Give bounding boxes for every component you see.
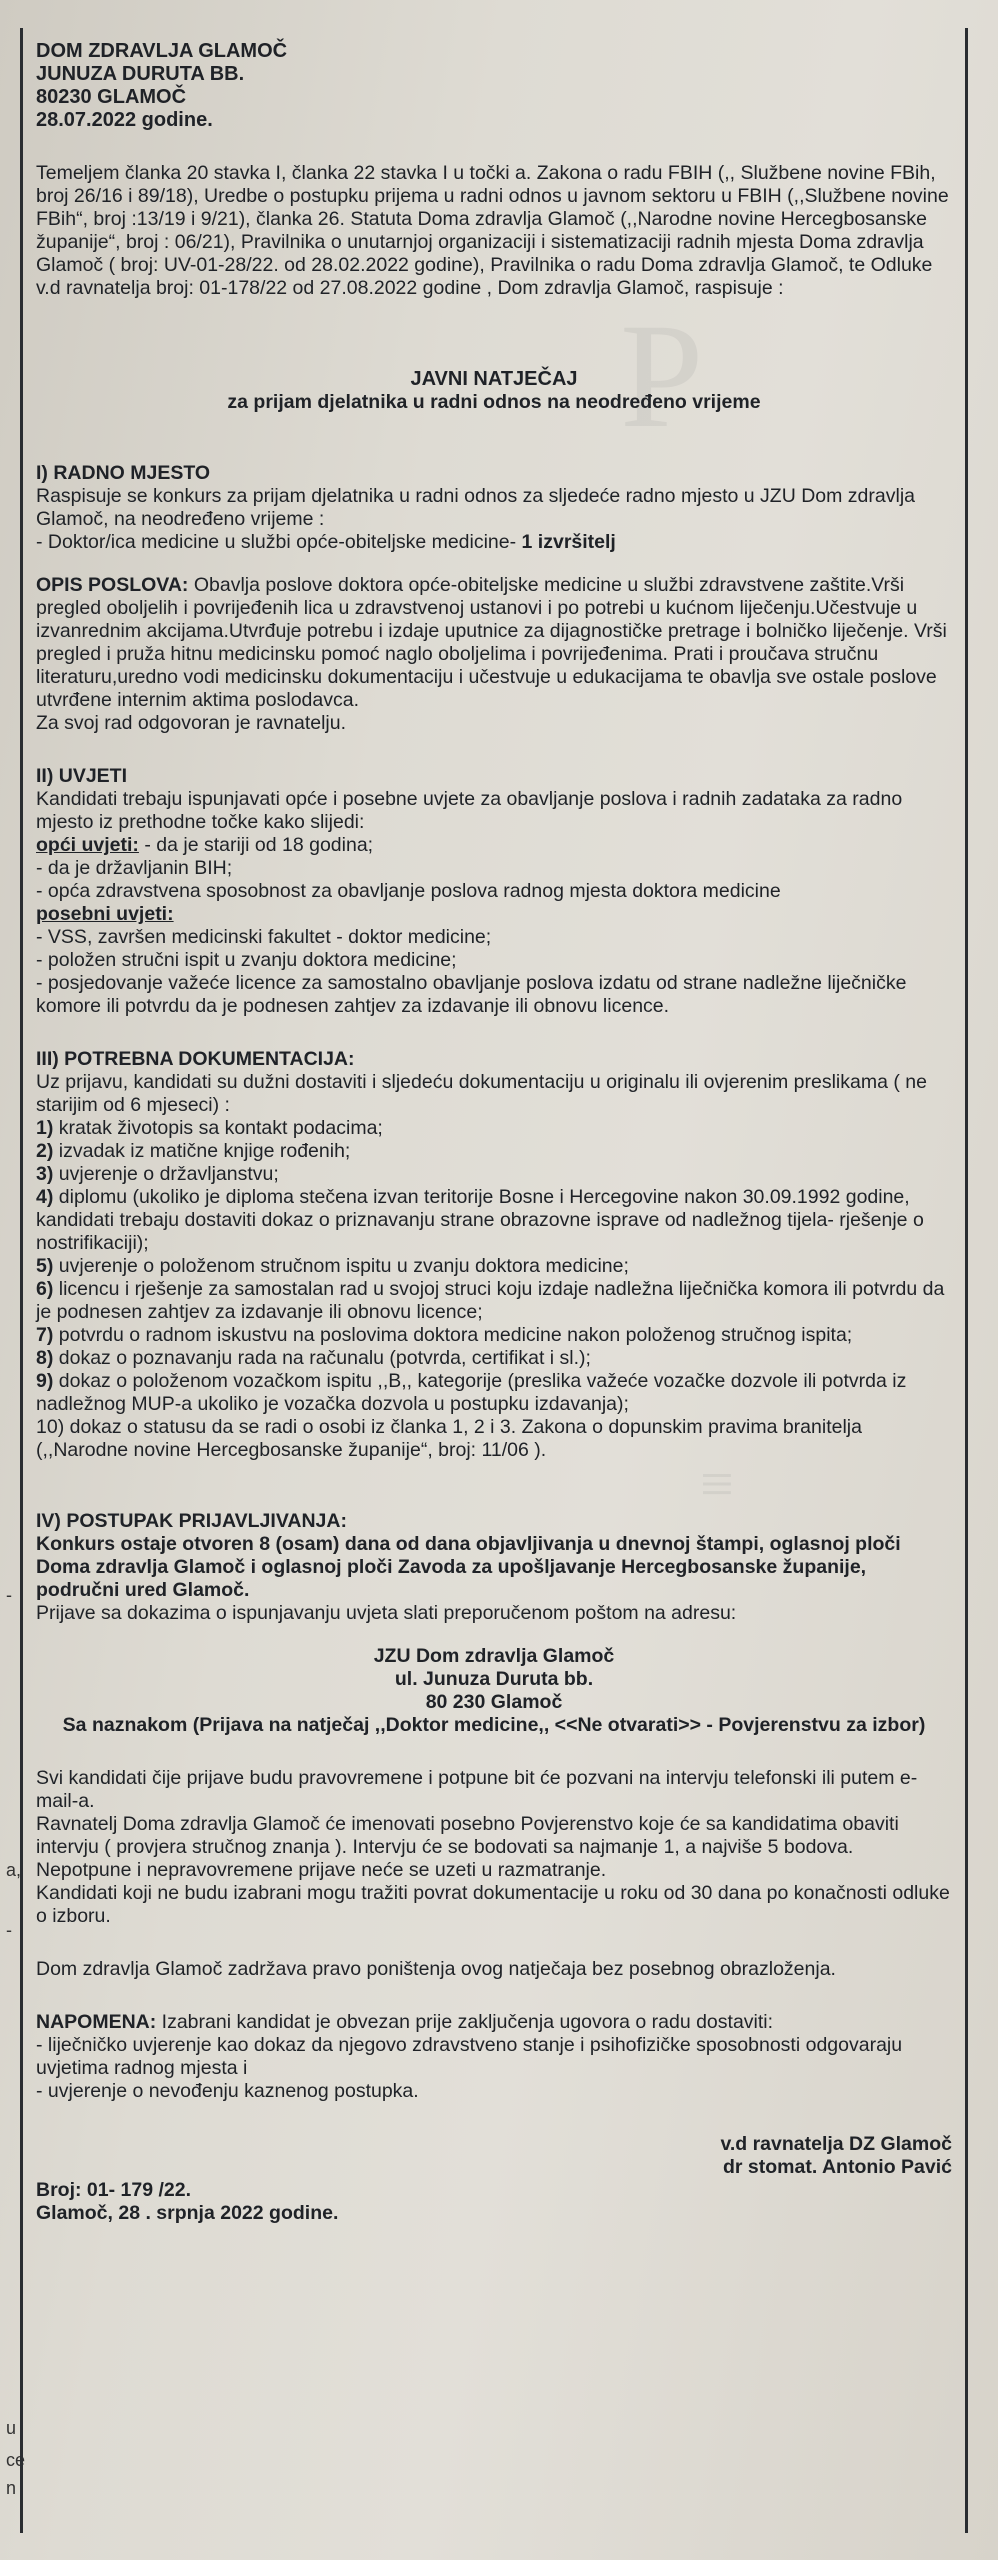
section-text: Kandidati trebaju ispunjavati opće i posebne uvjete za obavljanje poslova i radnih zadataka za radno mjesto iz prethodne točke kako slijedi: [36, 788, 903, 833]
section-heading: II) UVJETI [36, 765, 128, 787]
header-line: JUNUZA DURUTA BB. [36, 63, 245, 85]
duties-text: Obavlja poslove doktora opće-obiteljske medicine u službi zdravstvene zaštite.Vrši pregled oboljelih i povrijeđenih lica u zdravstvenoj ustanovi i po potrebi u kućnom liječenju.Učestvuje u izvanrednim akcijama.Utvrđuje potrebu i izdaje uputnice za dijagnostičke pretrage i bolničko liječenje. Vrši pregled i pruža hitnu medicinsku pomoć naglo oboljelima i povrijeđenima. Prati i proučava stručnu literaturu,uredno vodi medicinsku dokumentaciju i učestvuje u edukacijama te obavlja sve ostale poslove utvrđene internim aktima poslodavca. [36, 574, 947, 711]
note-list [36, 2034, 952, 2103]
section-text: Raspisuje se konkurs za prijam djelatnika u radni odnos za sljedeće radno mjesto u JZU Dom zdravlja Glamoč, na neodređeno vrijeme : [36, 485, 915, 530]
list-item: - uvjerenje o nevođenju kaznenog postupka. [36, 2080, 952, 2103]
address-line: JZU Dom zdravlja Glamoč [373, 1645, 615, 1667]
section-heading: IV) POSTUPAK PRIJAVLJIVANJA: [36, 1510, 347, 1532]
reference-number: Broj: 01- 179 /22. [36, 2179, 191, 2201]
institution-header [36, 40, 952, 132]
list-item: 8) dokaz o poznavanju rada na računalu (potvrda, certifikat i sl.); [36, 1347, 591, 1369]
list-item: 1) kratak životopis sa kontakt podacima; [36, 1117, 383, 1139]
list-item: 10) dokaz o statusu da se radi o osobi iz članka 1, 2 i 3. Zakona o dopunskim pravima branitelja (,,Narodne novine Hercegbosanske županije“, broj: 11/06 ). [36, 1416, 862, 1461]
margin-fragment: u [6, 2418, 17, 2438]
title-line: JAVNI NATJEČAJ [410, 368, 578, 390]
mailing-address [36, 1645, 952, 1714]
list-item: 6) licencu i rješenje za samostalan rad u svojoj struci koju izdaje nadležna liječnička komora ili potvrdu da je podnesen zahtjev za izdavanje ili obnovu licence; [36, 1278, 945, 1323]
responsibility-text: Za svoj rad odgovoran je ravnatelju. [36, 712, 347, 734]
documents-list [36, 1117, 952, 1462]
list-item: 3) uvjerenje o državljanstvu; [36, 1163, 279, 1185]
deadline-text: Konkurs ostaje otvoren 8 (osam) dana od dana objavljivanja u dnevnoj štampi, oglasnoj ploči Doma zdravlja Glamoč i oglasnoj ploči Zavoda za upošljavanje Hercegbosanske županije, područni ured Glamoč. [36, 1533, 901, 1601]
document-footer [36, 2179, 952, 2225]
margin-fragment: - [6, 1920, 12, 1940]
envelope-marking: Sa naznakom (Prijava na natječaj ,,Doktor medicine,, <<Ne otvarati>> - Povjerenstvu za izbor) [62, 1714, 926, 1736]
position-count: 1 izvršitelj [521, 531, 616, 553]
duties-paragraph [36, 574, 952, 712]
section-text: Uz prijavu, kandidati su dužni dostaviti i sljedeću dokumentaciju u originalu ili ovjerenim preslikama ( ne starijim od 6 mjeseci) : [36, 1071, 927, 1116]
legal-intro: Temeljem članka 20 stavka I, članka 22 stavka I u točki a. Zakona o radu FBIH (,, Službene novine FBih, broj 26/16 i 89/18), Uredbe o postupku prijema u radni odnos u javnom sektoru u FBIH (,,Službene novine FBih“, broj :13/19 i 9/21), članka 26. Statuta Doma zdravlja Glamoč (,,Narodne novine Hercegbosanske županije“, broj : 06/21), Pravilnika o unutarnjoj organizaciji i sistematizaciji radnih mjesta Doma zdravlja Glamoč ( broj: UV-01-28/22. od 28.02.2022 godine), Pravilnika o radu Doma zdravlja Glamoč, te Odluke v.d ravnatelja broj: 01-178/22 od 27.08.2022 godine , Dom zdravlja Glamoč, raspisuje : [36, 162, 949, 299]
job-advertisement [36, 40, 952, 2225]
place-date: Glamoč, 28 . srpnja 2022 godine. [36, 2202, 339, 2224]
note-text: Izabrani kandidat je obvezan prije zaključenja ugovora o radu dostaviti: [156, 2011, 774, 2033]
duties-label: OPIS POSLOVA: [36, 574, 189, 596]
list-item: 2) izvadak iz matične knjige rođenih; [36, 1140, 351, 1162]
signature-name: dr stomat. Antonio Pavić [723, 2156, 952, 2178]
special-label: posebni uvjeti: [36, 903, 174, 925]
header-line: 28.07.2022 godine. [36, 109, 213, 131]
background-bleed: ≡ [700, 1451, 734, 1517]
incomplete-text: Nepotpune i nepravovremene prijave neće se uzeti u razmatranje. [36, 1859, 607, 1881]
address-line: 80 230 Glamoč [425, 1691, 563, 1713]
address-line: ul. Junuza Duruta bb. [394, 1668, 594, 1690]
list-item: - posjedovanje važeće licence za samostalno obavljanje poslova izdatu od strane nadležne liječničke komore ili potvrdu da je podnesen zahtjev za izdavanje ili obnovu licence. [36, 972, 952, 1018]
return-text: Kandidati koji ne budu izabrani mogu tražiti povrat dokumentacije u roku od 30 dana po konačnosti odluke o izboru. [36, 1882, 950, 1927]
note-label: NAPOMENA: [36, 2011, 157, 2033]
general-first: - da je stariji od 18 godina; [138, 834, 374, 856]
header-line: 80230 GLAMOČ [36, 86, 187, 108]
list-item: 9) dokaz o položenom vozačkom ispitu ,,B,, kategorije (preslika važeće vozačke dozvole ili potvrda iz nadležnog MUP-a ukoliko je vozačka dozvola u postupku izdavanja); [36, 1370, 907, 1415]
signature-title: v.d ravnatelja DZ Glamoč [720, 2133, 952, 2155]
section-heading: I) RADNO MJESTO [36, 462, 211, 484]
margin-fragment: - [6, 1585, 12, 1605]
header-line: DOM ZDRAVLJA GLAMOČ [36, 40, 288, 62]
margin-fragment: n [6, 2478, 17, 2498]
list-item: - da je državljanin BIH; [36, 857, 952, 880]
cancellation-text: Dom zdravlja Glamoč zadržava pravo poništenja ovog natječaja bez posebnog obrazloženja. [36, 1958, 836, 1980]
list-item: 7) potvrdu o radnom iskustvu na poslovima doktora medicine nakon položenog stručnog ispita; [36, 1324, 853, 1346]
section-heading: III) POTREBNA DOKUMENTACIJA: [36, 1048, 355, 1070]
background-bleed: P [620, 293, 704, 459]
list-item: - opća zdravstvena sposobnost za obavljanje poslova radnog mjesta doktora medicine [36, 880, 952, 903]
list-item: 4) diplomu (ukoliko je diploma stečena izvan teritorije Bosne i Hercegovine nakon 30.09.1992 godine, kandidati trebaju dostaviti dokaz o priznavanju strane obrazovne isprave od nadležnog tijela- rješenje o nostrifikaciji); [36, 1186, 924, 1254]
subtitle-line: za prijam djelatnika u radni odnos na neodređeno vrijeme [227, 391, 761, 413]
general-conditions [36, 834, 952, 857]
list-item: - liječničko uvjerenje kao dokaz da njegovo zdravstveno stanje i psihofizičke sposobnosti odgovaraju uvjetima radnog mjesta i [36, 2034, 952, 2080]
special-list [36, 926, 952, 1018]
mail-instructions: Prijave sa dokazima o ispunjavanju uvjeta slati preporučenom poštom na adresu: [36, 1602, 737, 1624]
commission-text: Ravnatelj Doma zdravlja Glamoč će imenovati posebno Povjerenstvo koje će sa kandidatima obaviti intervju ( provjera stručnog znanja ). Intervju će se bodovati sa najmanje 1, a najviše 5 bodova. [36, 1813, 899, 1858]
general-list [36, 857, 952, 903]
list-item: - VSS, završen medicinski fakultet - doktor medicine; [36, 926, 952, 949]
notice-title [36, 368, 952, 414]
list-item: - položen stručni ispit u zvanju doktora medicine; [36, 949, 952, 972]
list-item: 5) uvjerenje o položenom stručnom ispitu u zvanju doktora medicine; [36, 1255, 629, 1277]
note-paragraph [36, 2011, 952, 2034]
signature-block [36, 2133, 952, 2179]
position-line [36, 531, 952, 554]
position-text: - Doktor/ica medicine u službi opće-obiteljske medicine- [36, 531, 517, 553]
interview-text: Svi kandidati čije prijave budu pravovremene i potpune bit će pozvani na intervju telefonski ili putem e-mail-a. [36, 1767, 918, 1812]
margin-fragment: a, [6, 1860, 22, 1880]
margin-fragment: ce [6, 2450, 26, 2470]
general-label: opći uvjeti: [36, 834, 139, 856]
